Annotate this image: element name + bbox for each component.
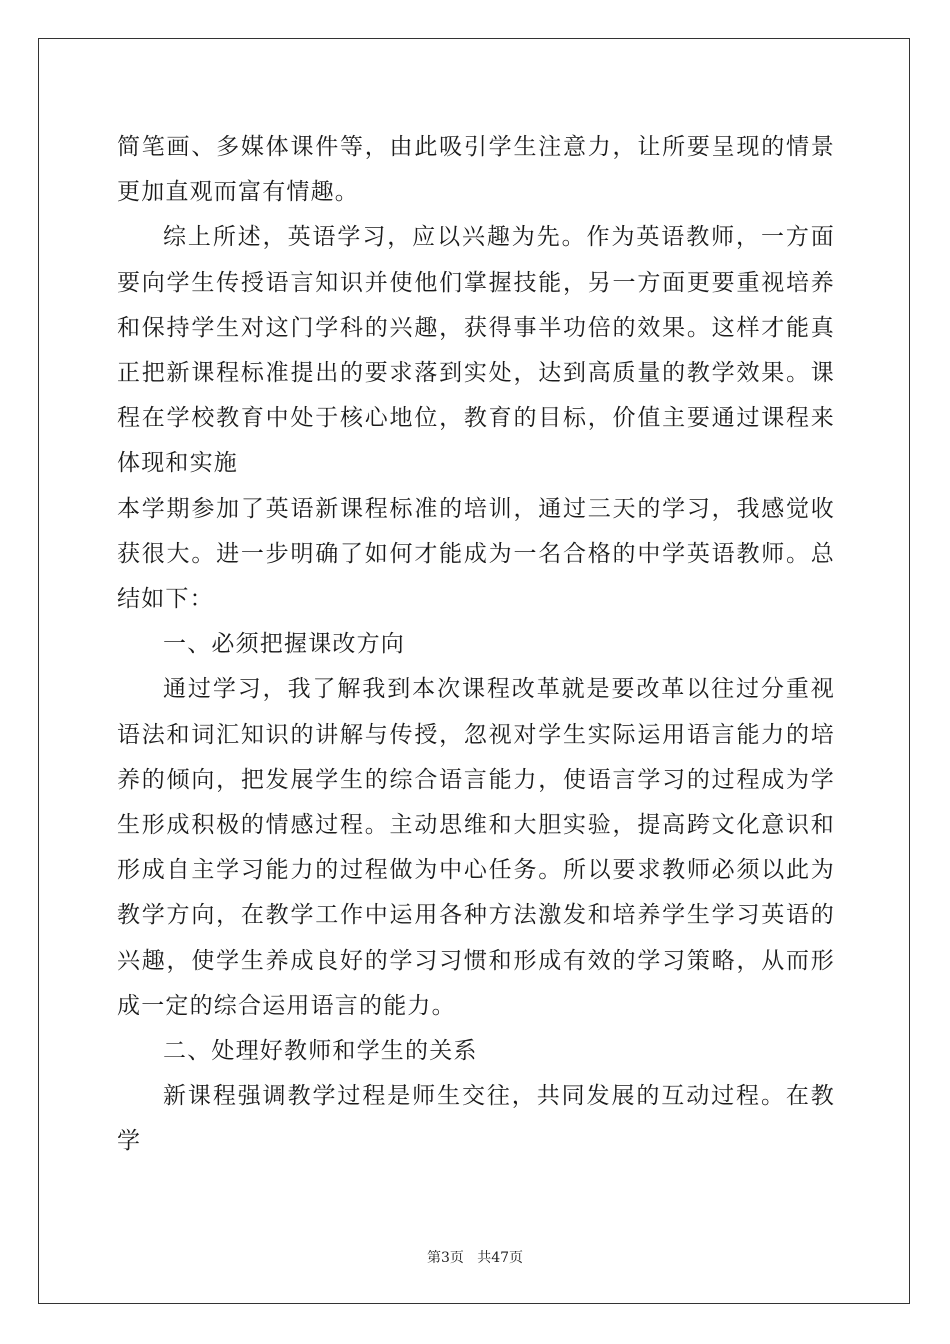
page-number-footer: 第3页 共47页 (426, 1250, 524, 1266)
paragraph: 综上所述，英语学习，应以兴趣为先。作为英语教师，一方面要向学生传授语言知识并使他们掌握技能，另一方面更要重视培养和保持学生对这门学科的兴趣，获得事半功倍的效果。这样才能真正把新课程标准提出的要求落到实处，达到高质量的教学效果。课程在学校教育中处于核心地位，教育的目标，价值主要通过课程来体现和实施 (117, 224, 835, 477)
section-heading: 二、处理好教师和学生的关系 (163, 1038, 478, 1065)
paragraph: 简笔画、多媒体课件等，由此吸引学生注意力，让所要呈现的情景更加直观而富有情趣。 (117, 134, 835, 206)
section-heading: 一、必须把握课改方向 (163, 631, 405, 658)
paragraph: 本学期参加了英语新课程标准的培训，通过三天的学习，我感觉收获很大。进一步明确了如何才能成为一名合格的中学英语教师。总结如下： (117, 495, 835, 613)
paragraph: 新课程强调教学过程是师生交往，共同发展的互动过程。在教学 (117, 1083, 835, 1155)
document-body (117, 125, 835, 1165)
paragraph: 通过学习，我了解我到本次课程改革就是要改革以往过分重视语法和词汇知识的讲解与传授，忽视对学生实际运用语言能力的培养的倾向，把发展学生的综合语言能力，使语言学习的过程成为学生形成积极的情感过程。主动思维和大胆实验，提高跨文化意识和形成自主学习能力的过程做为中心任务。所以要求教师必须以此为教学方向，在教学工作中运用各种方法激发和培养学生学习英语的兴趣，使学生养成良好的学习习惯和形成有效的学习策略，从而形成一定的综合运用语言的能力。 (117, 676, 835, 1019)
